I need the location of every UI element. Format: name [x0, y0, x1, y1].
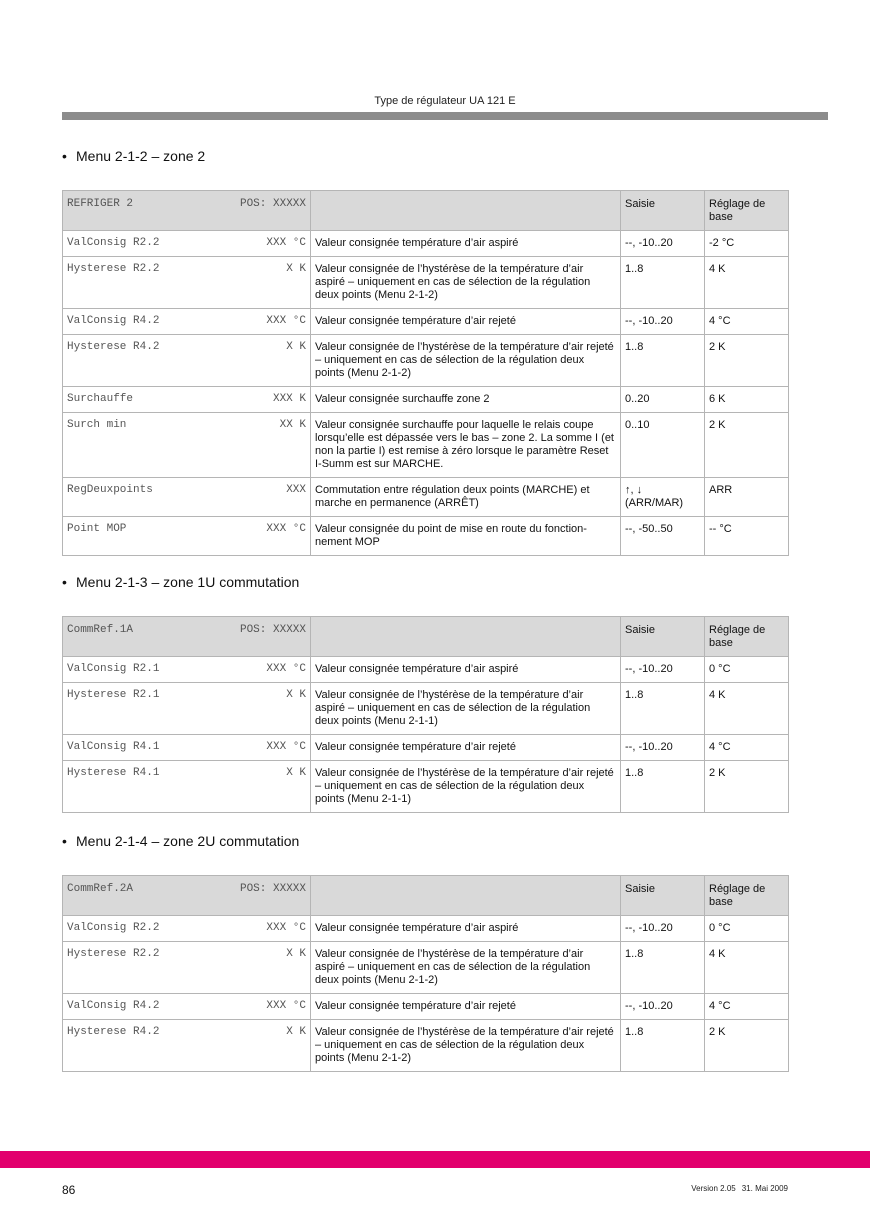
table-row — [63, 994, 789, 1020]
bullet-icon: • — [62, 833, 67, 849]
parameter-display-value: XXX °C — [266, 237, 306, 249]
header-divider-bar — [62, 112, 828, 120]
table-row — [63, 231, 789, 257]
input-range-cell: --, -10..20 — [621, 735, 705, 761]
table-row — [63, 1020, 789, 1072]
table-row — [63, 335, 789, 387]
parameter-name: Surchauffe — [67, 393, 134, 405]
section-heading-text: Menu 2-1-2 – zone 2 — [76, 148, 206, 164]
input-range-cell: 1..8 — [621, 942, 705, 994]
parameter-name: ValConsig R2.2 — [67, 237, 160, 249]
section-menu-2-1-3 — [62, 571, 788, 813]
description-cell: Valeur consignée de l’hystérèse de la température d’air rejeté – uniquement en cas de sélection de la régulation deux points (Menu 2-1-2) — [311, 335, 621, 387]
description-cell: Commutation entre régulation deux points (MARCHE) et marche en permanence (ARRÊT) — [311, 478, 621, 517]
parameter-table — [62, 875, 789, 1072]
display-position: POS: XXXXX — [239, 624, 306, 636]
description-cell: Valeur consignée de l’hystérèse de la température d’air rejeté – uniquement en cas de sélection de la régulation deux points (Menu 2-1-2) — [311, 1020, 621, 1072]
display-cell — [63, 1020, 311, 1072]
input-header-cell: Saisie — [621, 876, 705, 916]
footer-accent-bar — [0, 1151, 870, 1168]
table-row — [63, 387, 789, 413]
parameter-name: ValConsig R4.2 — [67, 1000, 160, 1012]
description-cell: Valeur consignée de l’hystérèse de la température d’air aspiré – uniquement en cas de sélection de la régulation deux points (Menu 2-1-2) — [311, 257, 621, 309]
input-header-cell: Saisie — [621, 617, 705, 657]
display-header-cell — [63, 876, 311, 916]
display-cell — [63, 942, 311, 994]
page-header-title: Type de régulateur UA 121 E — [374, 95, 516, 107]
input-range-cell: --, -50..50 — [621, 517, 705, 556]
parameter-display-value: XX K — [279, 419, 306, 431]
description-cell: Valeur consignée température d’air rejeté — [311, 994, 621, 1020]
input-range-cell: --, -10..20 — [621, 231, 705, 257]
input-range-cell: --, -10..20 — [621, 994, 705, 1020]
input-range-cell: --, -10..20 — [621, 309, 705, 335]
display-cell — [63, 257, 311, 309]
default-header-cell: Réglage de base — [705, 617, 789, 657]
parameter-display-value: XXX °C — [266, 663, 306, 675]
parameter-display-value: XXX °C — [266, 315, 306, 327]
table-row — [63, 478, 789, 517]
input-range-cell: 1..8 — [621, 683, 705, 735]
default-value-cell: 4 °C — [705, 735, 789, 761]
table-row — [63, 683, 789, 735]
display-cell — [63, 309, 311, 335]
display-cell — [63, 735, 311, 761]
parameter-display-value: X K — [286, 767, 306, 779]
default-header-cell: Réglage de base — [705, 191, 789, 231]
default-value-cell: 4 K — [705, 257, 789, 309]
section-heading — [62, 571, 788, 593]
parameter-table — [62, 616, 789, 813]
table-row — [63, 413, 789, 478]
parameter-display-value: XXX °C — [266, 922, 306, 934]
default-value-cell: 2 K — [705, 413, 789, 478]
parameter-name: ValConsig R4.2 — [67, 315, 160, 327]
display-cell — [63, 683, 311, 735]
version-label: Version 2.05 — [691, 1184, 736, 1193]
page-number: 86 — [62, 1183, 76, 1197]
bullet-icon: • — [62, 574, 67, 590]
default-value-cell: 0 °C — [705, 657, 789, 683]
section-heading — [62, 830, 788, 852]
parameter-name: ValConsig R2.1 — [67, 663, 160, 675]
description-header-cell — [311, 876, 621, 916]
display-cell — [63, 231, 311, 257]
parameter-display-value: X K — [286, 689, 306, 701]
bullet-icon: • — [62, 148, 67, 164]
table-header-row — [63, 876, 789, 916]
table-row — [63, 916, 789, 942]
parameter-name: Surch min — [67, 419, 127, 431]
parameter-display-value: XXX °C — [266, 523, 306, 535]
parameter-name: Point MOP — [67, 523, 127, 535]
display-position: POS: XXXXX — [239, 198, 306, 210]
default-value-cell: 2 K — [705, 335, 789, 387]
description-header-cell — [311, 191, 621, 231]
table-row — [63, 657, 789, 683]
default-value-cell: -- °C — [705, 517, 789, 556]
parameter-display-value: XXX K — [272, 393, 306, 405]
display-title: CommRef.1A — [67, 624, 134, 636]
display-cell — [63, 517, 311, 556]
input-range-cell: --, -10..20 — [621, 916, 705, 942]
section-heading — [62, 145, 788, 167]
input-range-cell: 1..8 — [621, 335, 705, 387]
default-value-cell: 4 K — [705, 683, 789, 735]
input-range-cell: --, -10..20 — [621, 657, 705, 683]
display-title: CommRef.2A — [67, 883, 134, 895]
table-header-row — [63, 191, 789, 231]
input-header-cell: Saisie — [621, 191, 705, 231]
description-cell: Valeur consignée température d’air rejeté — [311, 309, 621, 335]
parameter-name: Hysterese R2.1 — [67, 689, 160, 701]
section-menu-2-1-2 — [62, 145, 788, 556]
section-heading-text: Menu 2-1-3 – zone 1U commutation — [76, 574, 300, 590]
parameter-name: Hysterese R4.2 — [67, 341, 160, 353]
description-cell: Valeur consignée de l’hystérèse de la température d’air aspiré – uniquement en cas de sélection de la régulation deux points (Menu 2-1-2) — [311, 942, 621, 994]
input-range-cell: ↑, ↓ (ARR/MAR) — [621, 478, 705, 517]
display-cell — [63, 478, 311, 517]
parameter-name: Hysterese R2.2 — [67, 263, 160, 275]
parameter-name: ValConsig R4.1 — [67, 741, 160, 753]
input-range-cell: 0..20 — [621, 387, 705, 413]
table-row — [63, 517, 789, 556]
default-value-cell: 2 K — [705, 761, 789, 813]
description-cell: Valeur consignée température d’air aspiré — [311, 916, 621, 942]
parameter-name: RegDeuxpoints — [67, 484, 153, 496]
table-row — [63, 761, 789, 813]
parameter-display-value: XXX °C — [266, 741, 306, 753]
parameter-display-value: X K — [286, 341, 306, 353]
default-value-cell: 6 K — [705, 387, 789, 413]
parameter-table — [62, 190, 789, 556]
default-value-cell: ARR — [705, 478, 789, 517]
default-value-cell: 4 K — [705, 942, 789, 994]
version-date: 31. Mai 2009 — [741, 1184, 788, 1193]
parameter-display-value: X K — [286, 1026, 306, 1038]
parameter-display-value: XXX — [286, 484, 306, 496]
display-cell — [63, 994, 311, 1020]
display-title: REFRIGER 2 — [67, 198, 134, 210]
description-cell: Valeur consignée de l’hystérèse de la température d’air aspiré – uniquement en cas de sélection de la régulation deux points (Menu 2-1-1) — [311, 683, 621, 735]
display-cell — [63, 335, 311, 387]
display-header-cell — [63, 191, 311, 231]
section-heading-text: Menu 2-1-4 – zone 2U commutation — [76, 833, 300, 849]
display-cell — [63, 761, 311, 813]
table-row — [63, 735, 789, 761]
parameter-name: Hysterese R4.2 — [67, 1026, 160, 1038]
input-range-cell: 1..8 — [621, 257, 705, 309]
display-header-cell — [63, 617, 311, 657]
table-row — [63, 942, 789, 994]
default-value-cell: 2 K — [705, 1020, 789, 1072]
version-info — [691, 1184, 788, 1193]
parameter-display-value: XXX °C — [266, 1000, 306, 1012]
parameter-display-value: X K — [286, 948, 306, 960]
input-range-cell: 0..10 — [621, 413, 705, 478]
default-header-cell: Réglage de base — [705, 876, 789, 916]
display-position: POS: XXXXX — [239, 883, 306, 895]
description-cell: Valeur consignée température d’air aspiré — [311, 657, 621, 683]
table-row — [63, 257, 789, 309]
default-value-cell: 4 °C — [705, 309, 789, 335]
default-value-cell: -2 °C — [705, 231, 789, 257]
parameter-name: ValConsig R2.2 — [67, 922, 160, 934]
display-cell — [63, 387, 311, 413]
input-range-cell: 1..8 — [621, 761, 705, 813]
display-cell — [63, 657, 311, 683]
description-cell: Valeur consignée surchauffe pour laquelle le relais coupe lorsqu’elle est dépassée vers le bas – zone 2. La somme I (et non la partie I) est remise à zéro lorsque le paramètre Reset I-Summ est sur MARCHE. — [311, 413, 621, 478]
display-cell — [63, 916, 311, 942]
table-header-row — [63, 617, 789, 657]
description-cell: Valeur consignée du point de mise en route du fonction-nement MOP — [311, 517, 621, 556]
description-header-cell — [311, 617, 621, 657]
parameter-display-value: X K — [286, 263, 306, 275]
parameter-name: Hysterese R2.2 — [67, 948, 160, 960]
description-cell: Valeur consignée surchauffe zone 2 — [311, 387, 621, 413]
description-cell: Valeur consignée température d’air rejeté — [311, 735, 621, 761]
default-value-cell: 4 °C — [705, 994, 789, 1020]
parameter-name: Hysterese R4.1 — [67, 767, 160, 779]
description-cell: Valeur consignée de l’hystérèse de la température d’air rejeté – uniquement en cas de sélection de la régulation deux points (Menu 2-1-1) — [311, 761, 621, 813]
input-range-cell: 1..8 — [621, 1020, 705, 1072]
table-row — [63, 309, 789, 335]
default-value-cell: 0 °C — [705, 916, 789, 942]
section-menu-2-1-4 — [62, 830, 788, 1072]
description-cell: Valeur consignée température d’air aspiré — [311, 231, 621, 257]
display-cell — [63, 413, 311, 478]
